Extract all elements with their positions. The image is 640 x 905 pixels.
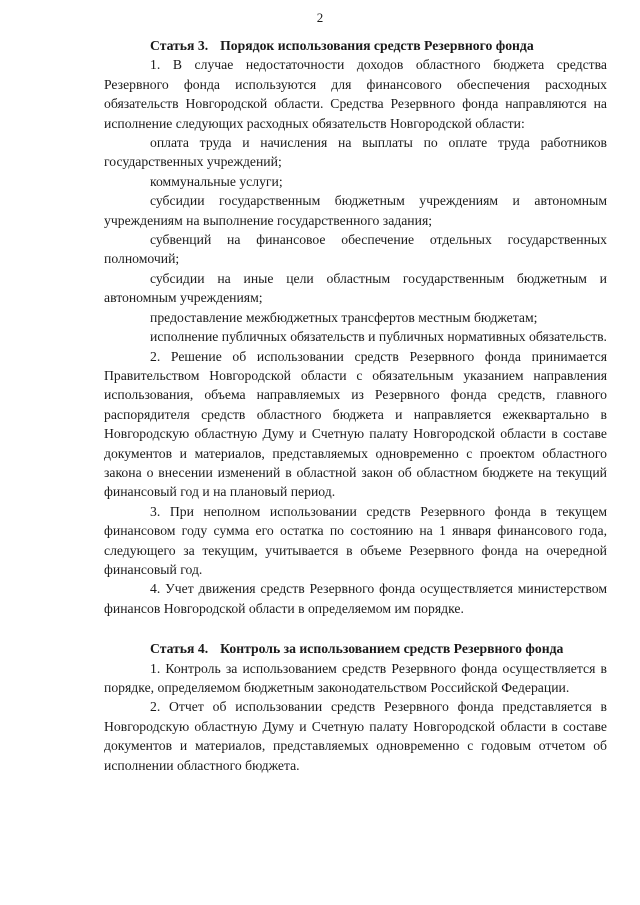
article-3-list-item: субсидии государственным бюджетным учреждениям и автономным учреждениям на выполнение государственного задания; bbox=[104, 193, 607, 228]
article-4-heading bbox=[104, 639, 607, 658]
article-3-list-item: субсидии на иные цели областным государственным бюджетным и автономным учреждениям; bbox=[104, 270, 607, 306]
article-3-list-item: исполнение публичных обязательств и публичных нормативных обязательств. bbox=[150, 329, 607, 345]
article-3-title: Порядок использования средств Резервного фонда bbox=[220, 38, 534, 53]
article-4 bbox=[104, 639, 607, 775]
article-3-list-item: оплата труда и начисления на выплаты по оплате труда работников государственных учреждений; bbox=[104, 135, 607, 170]
document-body bbox=[104, 36, 607, 775]
article-4-title: Контроль за использованием средств Резервного фонда bbox=[220, 641, 564, 657]
page-number: 2 bbox=[316, 10, 324, 25]
article-3-list-item: предоставление межбюджетных трансфертов местным бюджетам; bbox=[150, 309, 538, 325]
article-3-list-item: коммунальные услуги; bbox=[150, 173, 283, 189]
article-3-number: Статья 3. bbox=[150, 38, 209, 53]
article-3-paragraph: 4. Учет движения средств Резервного фонда осуществляется министерством финансов Новгородской области в определяемом им порядке. bbox=[104, 581, 607, 616]
article-4-number: Статья 4. bbox=[150, 641, 209, 657]
article-3-list-item: субвенций на финансовое обеспечение отдельных государственных полномочий; bbox=[104, 232, 607, 267]
article-3 bbox=[104, 36, 607, 618]
article-4-paragraph: 2. Отчет об использовании средств Резервного фонда представляется в Новгородскую областную Думу и Счетную палату Новгородской области в составе документов и материалов, представляемых одновременно с годовым отчетом об исполнении областного бюджета. bbox=[104, 699, 607, 773]
article-3-paragraph: 3. При неполном использовании средств Резервного фонда в текущем финансовом году сумма его остатка по состоянию на 1 января финансового года, следующего за текущим, учитывается в объеме Резервного фонда на очередной финансовый год. bbox=[104, 503, 607, 577]
article-4-paragraph: 1. Контроль за использованием средств Резервного фонда осуществляется в порядке, определяемом бюджетным законодательством Российской Федерации. bbox=[104, 660, 607, 695]
article-3-paragraph: 1. В случае недостаточности доходов областного бюджета средства Резервного фонда используются для финансового обеспечения расходных обязательств Новгородской области. Средства Резервного фонда направляются на исполнение следующих расходных обязательств Новгородской области: bbox=[104, 57, 607, 131]
section-spacer bbox=[104, 618, 607, 639]
article-3-paragraph: 2. Решение об использовании средств Резервного фонда принимается Правительством Новгородской области с обязательным указанием направления использования, объема направляемых из Резервного фонда средств, главного распорядителя средств областного бюджета и направляется ежеквартально в Новгородскую областную Думу и Счетную палату Новгородской области в составе документов и материалов, представляемых одновременно с проектом областного закона о внесении изменений в областной закон об областном бюджете на текущий финансовый год и на плановый период. bbox=[104, 348, 607, 500]
article-3-heading bbox=[104, 36, 607, 55]
